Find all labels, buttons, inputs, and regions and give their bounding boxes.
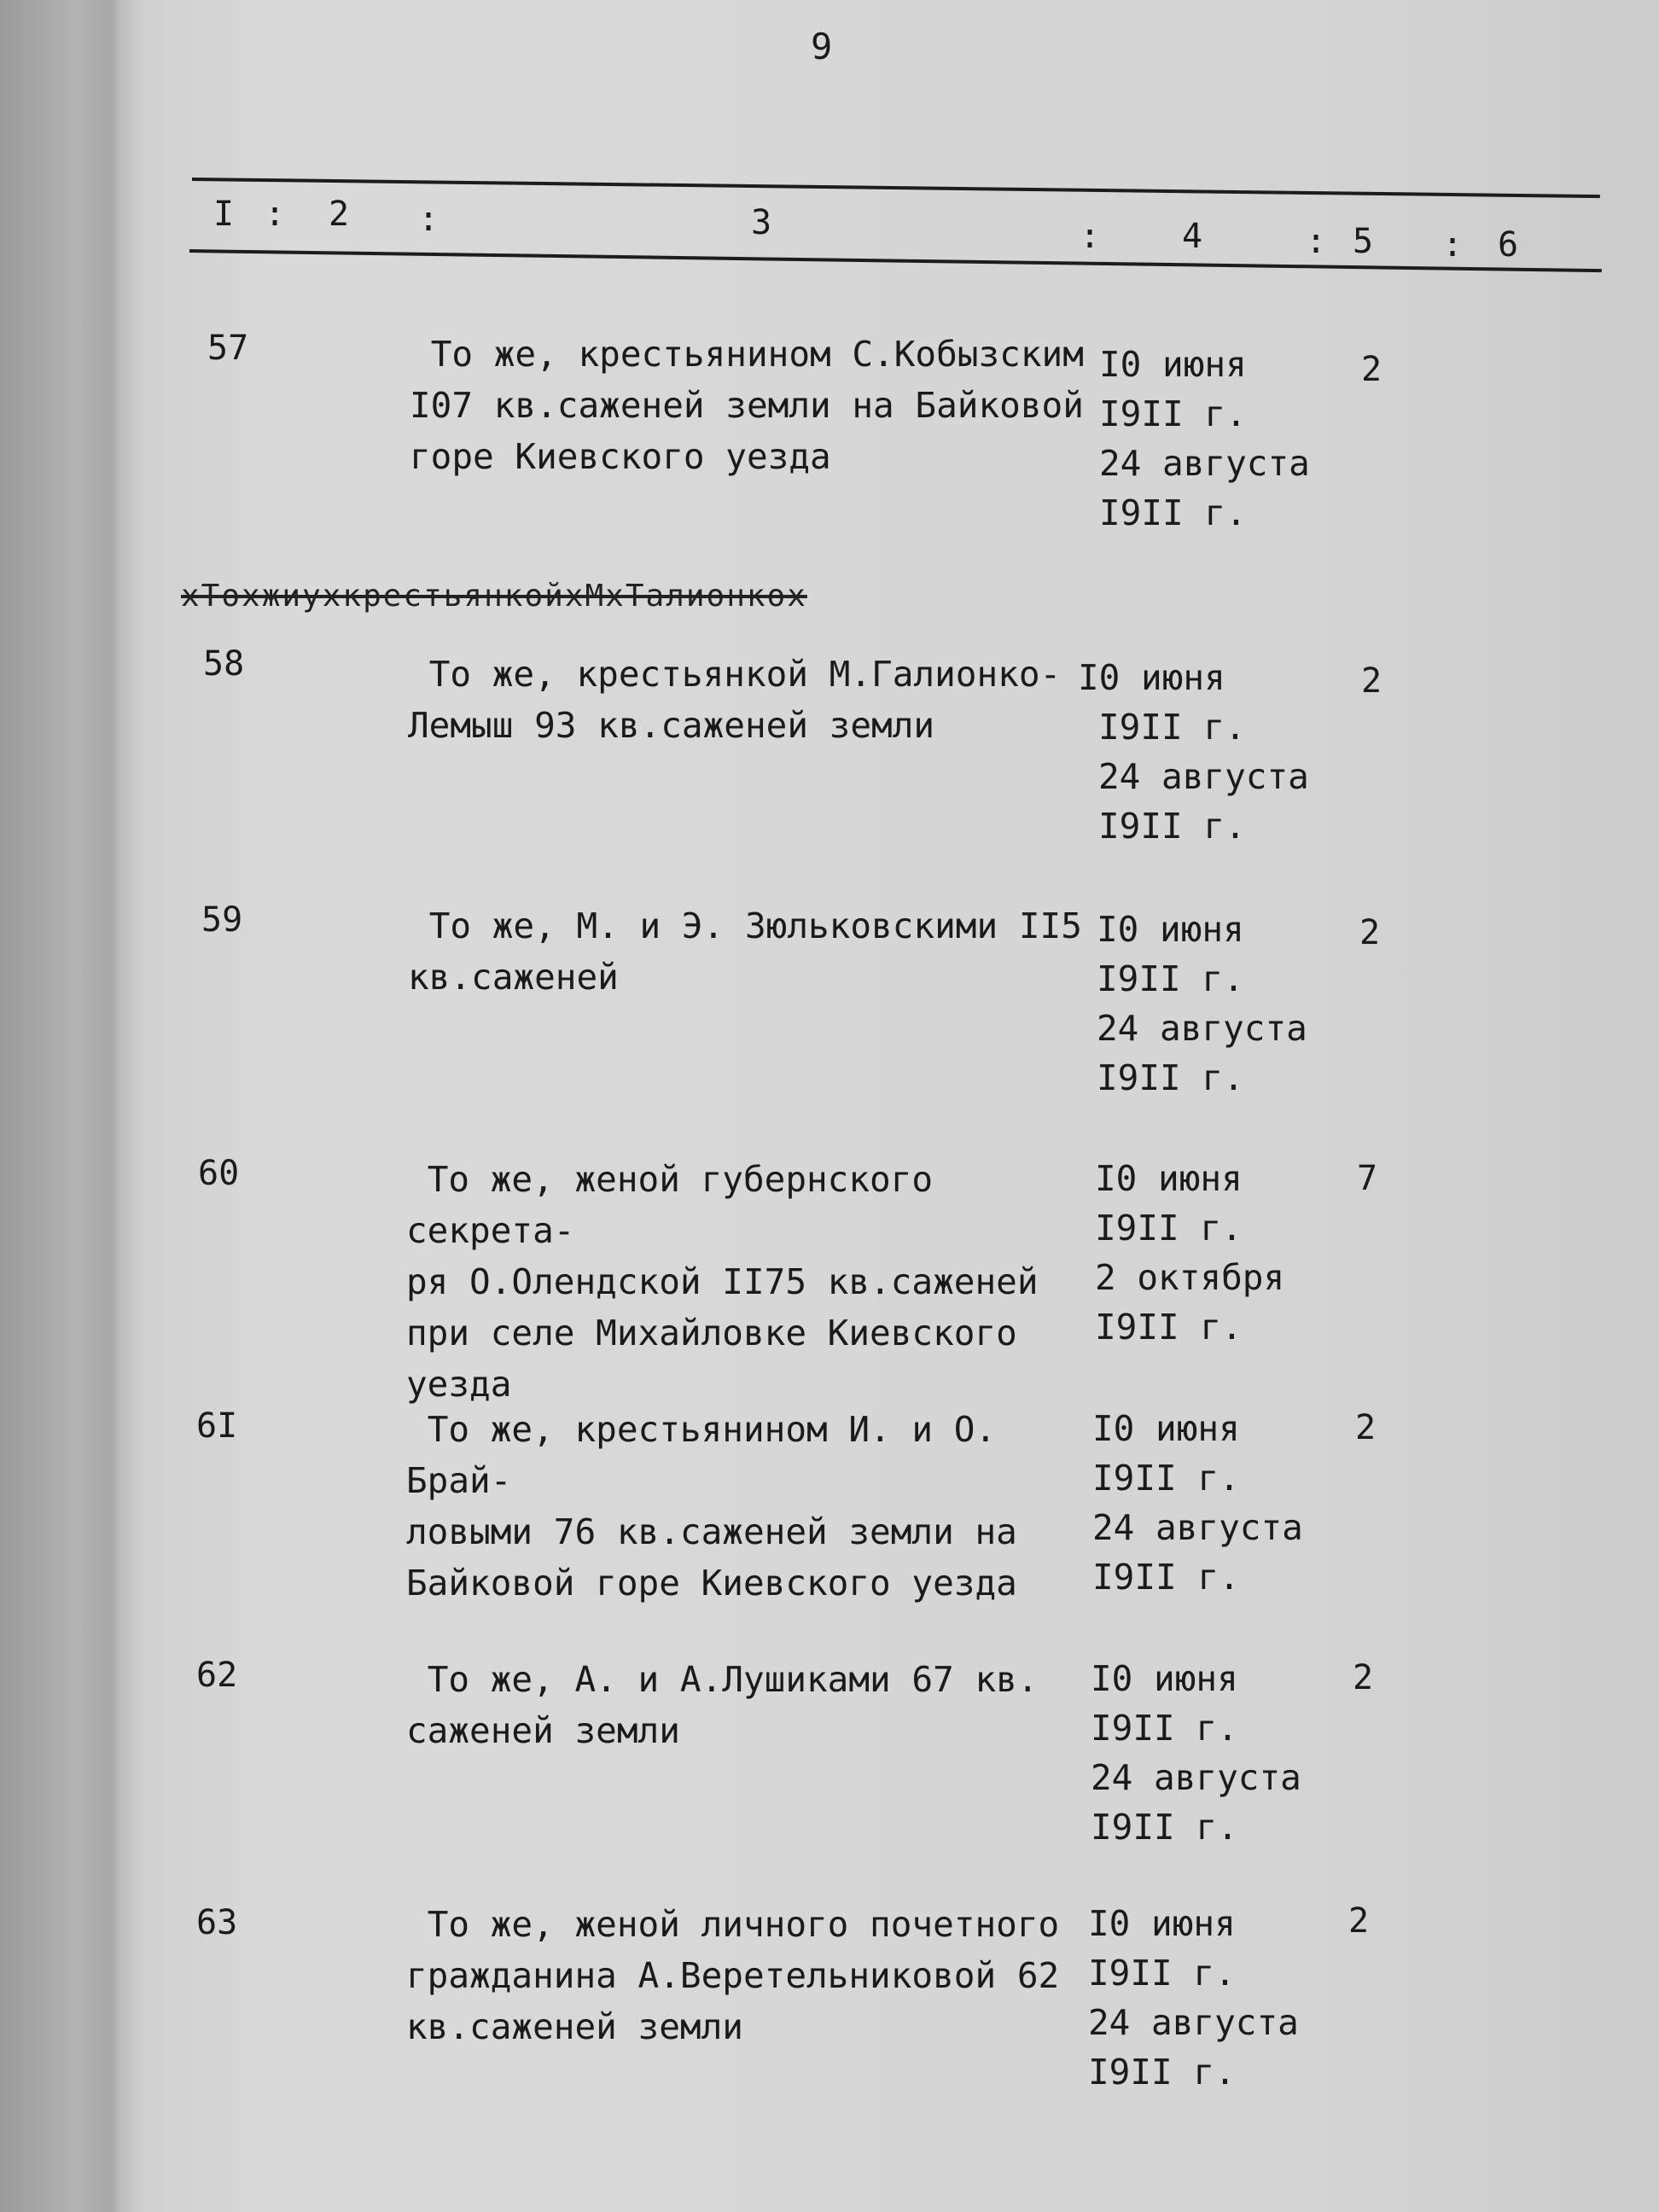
- entry-number: 57: [207, 329, 249, 368]
- date-line: I9II г.: [1091, 1708, 1238, 1749]
- column-separator: :: [418, 200, 439, 239]
- date-line: 24 августа: [1098, 756, 1309, 797]
- entry-description: То же, крестьянином С.Кобызским I07 кв.саженей земли на Байковой горе Киевского уезда: [410, 334, 1084, 477]
- entry-sheet-count: 2: [1355, 1408, 1377, 1447]
- entry-sheet-count: 2: [1361, 350, 1382, 389]
- entry-number: 58: [203, 644, 245, 684]
- entry-sheet-count: 7: [1357, 1159, 1378, 1198]
- column-header-4: 4: [1182, 217, 1203, 256]
- date-line: I9II г.: [1092, 1458, 1240, 1499]
- entry-sheet-count: 2: [1353, 1658, 1374, 1697]
- date-line: 24 августа: [1091, 1757, 1301, 1798]
- column-header-6: 6: [1498, 225, 1519, 265]
- entry-description: То же, крестьянином И. и О. Брай- ловыми 76 кв.саженей земли на Байковой горе Киевского уезда: [406, 1409, 1017, 1604]
- entry-number: 59: [201, 900, 243, 940]
- entry-description: То же, А. и А.Лушиками 67 кв. саженей земли: [406, 1659, 1039, 1751]
- date-line: I9II г.: [1097, 958, 1244, 999]
- column-separator: :: [265, 195, 286, 234]
- date-line: 24 августа: [1088, 2002, 1299, 2043]
- date-line: I0 июня: [1099, 344, 1247, 385]
- entry-dates: [1097, 905, 1353, 1103]
- date-line: 2 октября: [1095, 1257, 1285, 1298]
- date-line: I9II г.: [1098, 707, 1246, 748]
- date-line: I9II г.: [1088, 2052, 1236, 2093]
- entry-number: 6I: [196, 1406, 238, 1446]
- date-line: I9II г.: [1095, 1307, 1243, 1348]
- entry-description: То же, крестьянкой М.Галионко- Лемыш 93 кв.саженей земли: [408, 654, 1062, 746]
- column-header-3: 3: [751, 203, 772, 242]
- entry-sheet-count: 2: [1348, 1901, 1370, 1941]
- entry-number: 62: [196, 1656, 238, 1695]
- entry-dates: [1088, 1899, 1344, 2097]
- date-line: I9II г.: [1095, 1208, 1243, 1249]
- entry-number: 60: [198, 1154, 240, 1193]
- struck-out-line: хТохжиухкрестьянкойхМхТалионкох: [181, 579, 807, 614]
- column-header-1: I: [213, 195, 235, 234]
- date-line: I9II г.: [1088, 1953, 1236, 1994]
- entry-dates: [1095, 1154, 1351, 1352]
- date-line: I0 июня: [1097, 909, 1244, 950]
- column-header-5: 5: [1353, 222, 1374, 261]
- column-separator: :: [1306, 222, 1327, 261]
- entry-description: То же, М. и Э. Зюльковскими II5 кв.саженей: [408, 905, 1082, 998]
- entry-sheet-count: 2: [1361, 661, 1382, 701]
- page-number: 9: [811, 26, 833, 67]
- entry-description: То же, женой губернского секрета- ря О.Олендской II75 кв.саженей при селе Михайловке Киевского уезда: [406, 1159, 1039, 1405]
- date-line: 24 августа: [1097, 1008, 1307, 1049]
- date-line: I9II г.: [1099, 492, 1247, 533]
- date-line: I0 июня: [1078, 657, 1225, 698]
- date-line: I9II г.: [1091, 1807, 1238, 1848]
- date-line: I9II г.: [1099, 393, 1247, 434]
- date-line: 24 августа: [1092, 1507, 1303, 1548]
- date-line: I9II г.: [1098, 806, 1246, 847]
- binding-edge: [0, 0, 119, 2212]
- date-line: I0 июня: [1092, 1408, 1240, 1449]
- column-header-2: 2: [329, 195, 350, 234]
- date-line: I0 июня: [1091, 1658, 1238, 1699]
- entry-sheet-count: 2: [1359, 913, 1381, 952]
- date-line: I0 июня: [1095, 1158, 1243, 1199]
- entry-dates: [1091, 1654, 1347, 1852]
- entry-dates: [1099, 340, 1355, 538]
- entry-number: 63: [196, 1903, 238, 1942]
- entry-description: То же, женой личного почетного гражданина А.Веретельниковой 62 кв.саженей земли: [406, 1904, 1060, 2047]
- date-line: I0 июня: [1088, 1903, 1236, 1944]
- column-separator: :: [1442, 225, 1464, 265]
- entry-dates: [1078, 653, 1334, 851]
- date-line: 24 августа: [1099, 443, 1310, 484]
- date-line: I9II г.: [1097, 1057, 1244, 1098]
- entry-dates: [1092, 1404, 1348, 1602]
- column-separator: :: [1080, 217, 1101, 256]
- date-line: I9II г.: [1092, 1557, 1240, 1598]
